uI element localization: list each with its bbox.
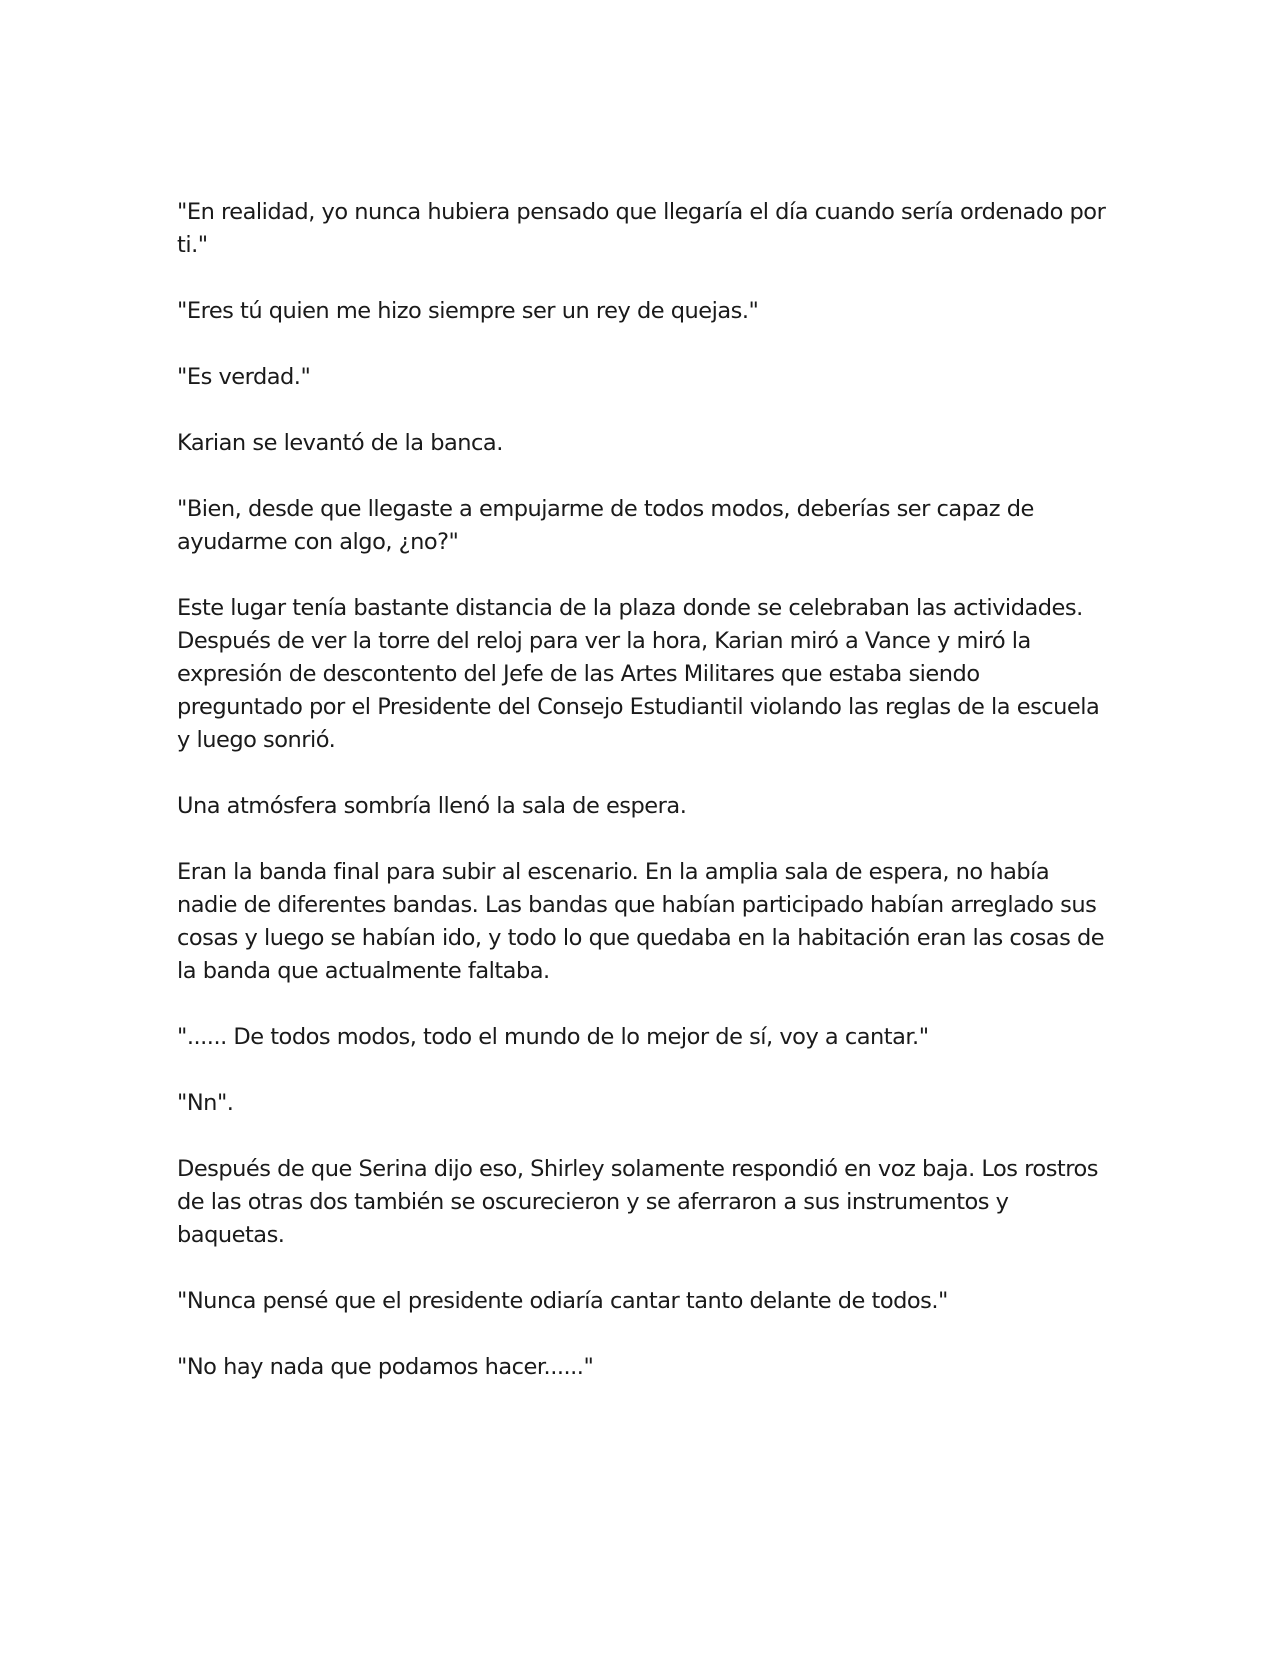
paragraph: "En realidad, yo nunca hubiera pensado que llegaría el día cuando sería ordenado por ti." bbox=[177, 199, 1106, 258]
paragraph: "Es verdad." bbox=[177, 364, 311, 390]
paragraph: "Bien, desde que llegaste a empujarme de todos modos, deberías ser capaz de ayudarme con algo, ¿no?" bbox=[177, 496, 1034, 555]
document-body bbox=[177, 196, 1107, 1417]
paragraph: "Eres tú quien me hizo siempre ser un rey de quejas." bbox=[177, 298, 759, 324]
paragraph: Este lugar tenía bastante distancia de la plaza donde se celebraban las actividades. Después de ver la torre del reloj para ver la hora, Karian miró a Vance y miró la expresión de descontento del Jefe de las Artes Militares que estaba siendo preguntado por el Presidente del Consejo Estudiantil violando las reglas de la escuela y luego sonrió. bbox=[177, 595, 1100, 753]
paragraph: Una atmósfera sombría llenó la sala de espera. bbox=[177, 793, 687, 819]
paragraph: "Nn". bbox=[177, 1090, 234, 1116]
paragraph: "...... De todos modos, todo el mundo de lo mejor de sí, voy a cantar." bbox=[177, 1024, 929, 1050]
paragraph: "No hay nada que podamos hacer......" bbox=[177, 1354, 594, 1380]
paragraph: Después de que Serina dijo eso, Shirley solamente respondió en voz baja. Los rostros de las otras dos también se oscurecieron y se aferraron a sus instrumentos y baquetas. bbox=[177, 1156, 1098, 1248]
paragraph: Karian se levantó de la banca. bbox=[177, 430, 503, 456]
paragraph: "Nunca pensé que el presidente odiaría cantar tanto delante de todos." bbox=[177, 1288, 948, 1314]
paragraph: Eran la banda final para subir al escenario. En la amplia sala de espera, no había nadie de diferentes bandas. Las bandas que habían participado habían arreglado sus cosas y luego se habían ido, y todo lo que quedaba en la habitación eran las cosas de la banda que actualmente faltaba. bbox=[177, 859, 1105, 984]
